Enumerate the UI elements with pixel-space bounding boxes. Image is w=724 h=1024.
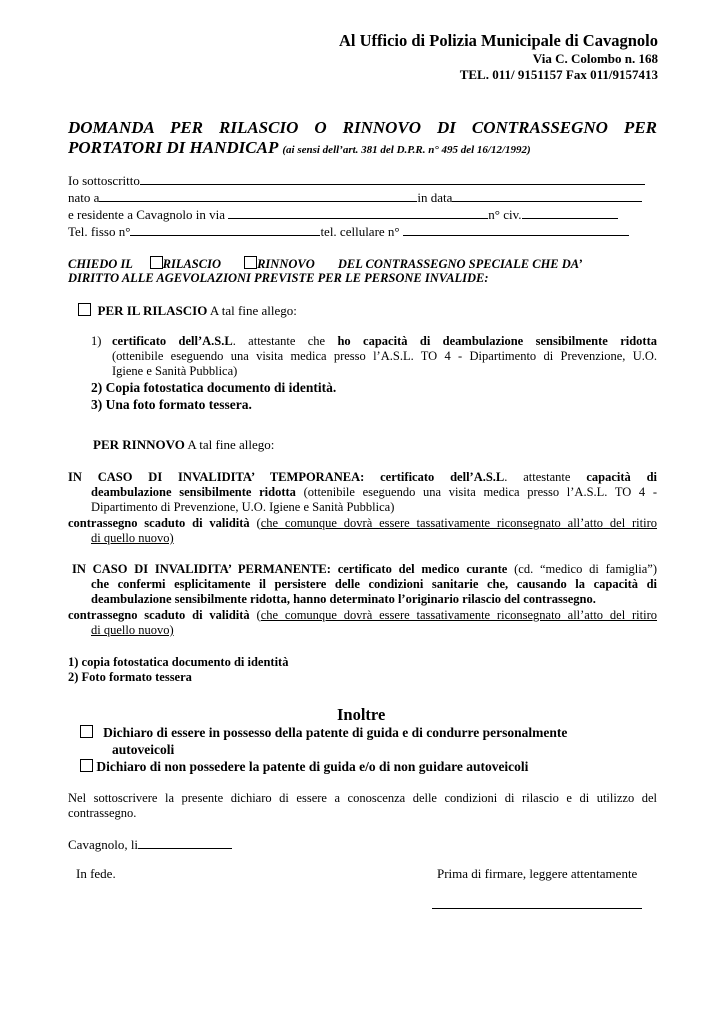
- birth-row: [68, 189, 658, 205]
- resident-label: e residente a Cavagnolo in via: [68, 207, 226, 222]
- declaration1-row: [80, 725, 567, 741]
- temp-expired-line1: [68, 516, 657, 531]
- office-name: Al Ufficio di Polizia Municipale di Cavagnolo: [338, 31, 658, 50]
- renewal-heading: PER RINNOVO: [93, 437, 185, 452]
- declaration2-row: [80, 759, 528, 775]
- release-item1-cert: certificato dell’A.S.L: [112, 334, 233, 348]
- doc-title-line2: [68, 138, 531, 158]
- release-section-heading: [78, 303, 297, 318]
- perm-invalidity-line1: [72, 562, 657, 577]
- release-item2: 2) Copia fotostatica documento di identità.: [91, 380, 337, 395]
- declaration1-checkbox[interactable]: [80, 725, 93, 738]
- birthdate-field[interactable]: [452, 189, 642, 202]
- perm-invalidity-text: (cd. “medico di famiglia”): [514, 562, 658, 576]
- signer-label: Io sottoscritto: [68, 173, 140, 188]
- office-contacts: TEL. 011/ 9151157 Fax 011/9157413: [459, 67, 658, 82]
- temp-invalidity-line1: [68, 470, 657, 485]
- footer-note-line2: contrassegno.: [68, 806, 137, 820]
- phone-label: Tel. fisso n°: [68, 224, 131, 239]
- date-label: in data: [417, 190, 453, 205]
- born-label: nato a: [68, 190, 100, 205]
- also-heading: Inoltre: [337, 705, 386, 724]
- date-field[interactable]: [138, 836, 232, 849]
- declaration2-checkbox[interactable]: [80, 759, 93, 772]
- release-item1-capacity: ho capacità di deambulazione sensibilmente ridotta: [337, 334, 657, 348]
- renewal-checkbox[interactable]: [244, 256, 257, 269]
- perm-invalidity-line3: deambulazione sensibilmente ridotta, hanno determinato l’originario rilascio del contrassegno.: [91, 592, 596, 606]
- perm-invalidity-line2: che confermi esplicitamente il persistere delle condizioni sanitarie che, causando la capacità di: [91, 577, 657, 591]
- request-suffix: DEL CONTRASSEGNO SPECIALE CHE DA’: [337, 257, 583, 271]
- release-heading: PER IL RILASCIO: [97, 303, 208, 318]
- request-line2: DIRITTO ALLE AGEVOLAZIONI PREVISTE PER LE PERSONE INVALIDE:: [68, 271, 489, 285]
- perm-expired-line1: [68, 608, 657, 623]
- place-date-row: [68, 836, 232, 852]
- mobile-label: tel. cellulare n°: [320, 224, 400, 239]
- signature-line[interactable]: [432, 908, 642, 909]
- perm-expired-label: contrassegno scaduto di validità: [68, 608, 250, 622]
- perm-invalidity-title: IN CASO DI INVALIDITA’ PERMANENTE: certificato del medico curante: [72, 562, 508, 576]
- release-item3: 3) Una foto formato tessera.: [91, 397, 252, 412]
- renewal-attach1: 1) copia fotostatica documento di identità: [68, 655, 289, 669]
- doc-title-line1: DOMANDA PER RILASCIO O RINNOVO DI CONTRASSEGNO PER: [68, 118, 657, 137]
- office-address: Via C. Colombo n. 168: [532, 51, 658, 66]
- temp-invalidity-line3: Dipartimento di Prevenzione, U.O. Igiene e Sanità Pubblica): [91, 500, 395, 514]
- signer-row: [68, 172, 658, 188]
- temp-invalidity-title: IN CASO DI INVALIDITA’ TEMPORANEA: certificato dell’A.S.L: [68, 470, 505, 484]
- release-item1-line1: [112, 334, 657, 349]
- phone-row: [68, 223, 658, 239]
- temp-expired-label: contrassegno scaduto di validità: [68, 516, 250, 530]
- temp-invalidity-text: . attestante: [504, 470, 571, 484]
- footer-note-line1: Nel sottoscrivere la presente dichiaro di essere a conoscenza delle condizioni di rilascio e di utilizzo del: [68, 791, 657, 805]
- request-prefix: CHIEDO IL: [68, 257, 133, 271]
- civic-number-field[interactable]: [522, 206, 618, 219]
- perm-expired-note: che comunque dovrà essere tassativamente riconsegnato all’atto del ritiro: [260, 608, 658, 622]
- release-intro: A tal fine allego:: [209, 303, 297, 318]
- in-fede: In fede.: [76, 866, 116, 881]
- release-section-checkbox[interactable]: [78, 303, 91, 316]
- place-date-label: Cavagnolo, li: [68, 837, 139, 852]
- renewal-section-heading: [93, 437, 274, 452]
- declaration2-text: Dichiaro di non possedere la patente di guida e/o di non guidare autoveicoli: [96, 759, 529, 774]
- sign-note: Prima di firmare, leggere attentamente: [437, 866, 638, 881]
- declaration1-line2: autoveicoli: [112, 742, 175, 757]
- release-item1-num: 1): [91, 334, 102, 348]
- temp-expired-paren: (: [256, 516, 261, 530]
- law-reference: (ai sensi dell’art. 381 del D.P.R. n° 495 del 16/12/1992): [282, 144, 531, 156]
- phone-field[interactable]: [130, 223, 320, 236]
- civic-label: n° civ.: [488, 207, 522, 222]
- residence-row: [68, 206, 658, 222]
- temp-invalidity-line2: [91, 485, 657, 500]
- release-checkbox[interactable]: [150, 256, 163, 269]
- temp-expired-line2: di quello nuovo): [91, 531, 174, 545]
- birthplace-field[interactable]: [99, 189, 417, 202]
- perm-expired-paren: (: [256, 608, 261, 622]
- request-line1: [68, 256, 658, 272]
- request-option-release: RILASCIO: [162, 257, 221, 271]
- street-field[interactable]: [228, 206, 488, 219]
- signer-name-field[interactable]: [140, 172, 645, 185]
- release-item1-line2: (ottenibile eseguendo una visita medica presso l’A.S.L. TO 4 - Dipartimento di Prevenzione, U.O.: [112, 349, 657, 363]
- release-item1-text: . attestante che: [232, 334, 326, 348]
- request-option-renewal: RINNOVO: [257, 257, 315, 271]
- temp-invalidity-capacity: capacità di: [586, 470, 658, 484]
- perm-expired-line2: di quello nuovo): [91, 623, 174, 637]
- temp-invalidity-reduced: deambulazione sensibilmente ridotta: [91, 485, 296, 499]
- renewal-attach2: 2) Foto formato tessera: [68, 670, 192, 684]
- doc-title-main: PORTATORI DI HANDICAP: [68, 138, 279, 157]
- declaration1-text: Dichiaro di essere in possesso della patente di guida e di condurre personalmente: [103, 725, 568, 740]
- mobile-field[interactable]: [403, 223, 629, 236]
- temp-invalidity-visit: (ottenibile eseguendo una visita medica presso l’A.S.L. TO 4 -: [303, 485, 657, 499]
- release-item1-line3: Igiene e Sanità Pubblica): [112, 364, 238, 378]
- temp-expired-note: che comunque dovrà essere tassativamente riconsegnato all’atto del ritiro: [260, 516, 658, 530]
- renewal-intro: A tal fine allego:: [187, 437, 275, 452]
